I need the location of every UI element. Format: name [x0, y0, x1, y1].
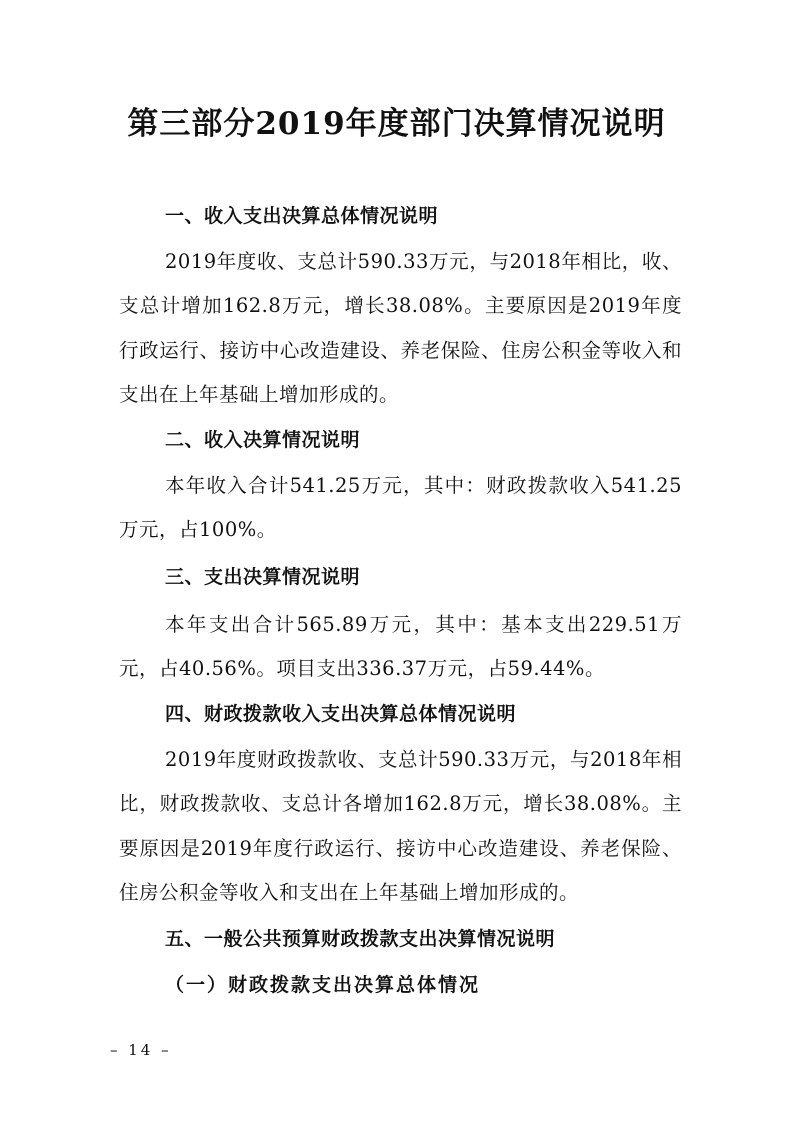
section-body-1: 2019年度收、支总计590.33万元，与2018年相比，收、支总计增加162.8万元，增长38.08%。主要原因是2019年度行政运行、接访中心改造建设、养老保险、住房公积金等收入和支出在上年基础上增加形成的。: [119, 250, 682, 407]
section-body-4: 2019年度财政拨款收、支总计590.33万元，与2018年相比，财政拨款收、支总计各增加162.8万元，增长38.08%。主要原因是2019年度行政运行、接访中心改造建设、养老保险、住房公积金等收入和支出在上年基础上增加形成的。: [119, 748, 682, 905]
section-heading-5: 五、一般公共预算财政拨款支出决算情况说明: [165, 928, 556, 950]
subsection-heading: （一）财政拨款支出决算总体情况: [165, 974, 481, 996]
section-heading-1: 一、收入支出决算总体情况说明: [165, 205, 439, 227]
section-body-3: 本年支出合计565.89万元，其中：基本支出229.51万元，占40.56%。项目支出336.37万元，占59.44%。: [119, 613, 682, 681]
page-number: – 14 –: [110, 1041, 172, 1059]
document-title: 第三部分2019年度部门决算情况说明: [127, 106, 666, 142]
section-heading-4: 四、财政拨款收入支出决算总体情况说明: [165, 703, 517, 725]
section-heading-2: 二、收入决算情况说明: [165, 429, 361, 451]
section-heading-3: 三、支出决算情况说明: [165, 566, 361, 588]
section-body-2: 本年收入合计541.25万元，其中：财政拨款收入541.25万元，占100%。: [119, 474, 682, 542]
